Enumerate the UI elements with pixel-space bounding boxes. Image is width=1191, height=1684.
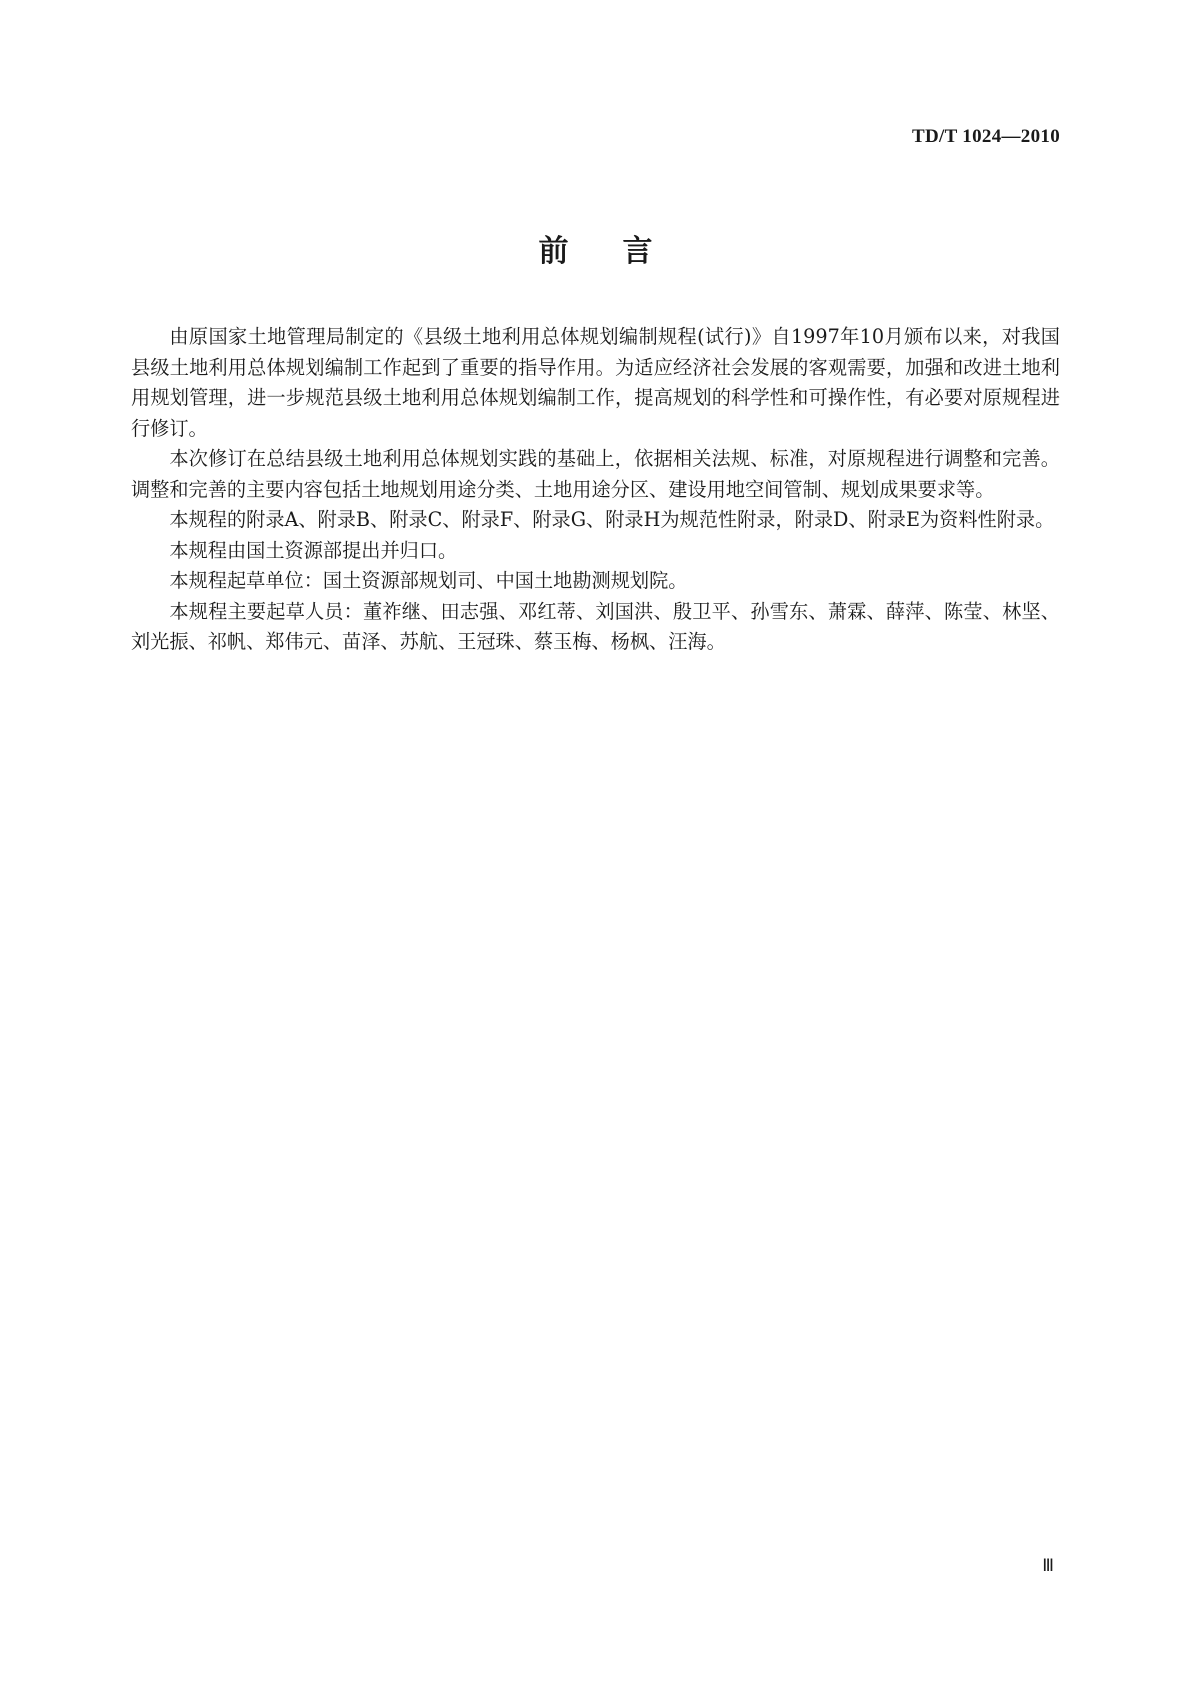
- paragraph-drafting-units: 本规程起草单位：国土资源部规划司、中国土地勘测规划院。: [169, 569, 688, 592]
- paragraph-appendices: 本规程的附录A、附录B、附录C、附录F、附录G、附录H为规范性附录，附录D、附录E为资料性附录。: [169, 508, 1055, 531]
- paragraph-revision-background: 由原国家土地管理局制定的《县级土地利用总体规划编制规程(试行)》自1997年10月颁布以来，对我国县级土地利用总体规划编制工作起到了重要的指导作用。为适应经济社会发展的客观需要，加强和改进土地利用规划管理，进一步规范县级土地利用总体规划编制工作，提高规划的科学性和可操作性，有必要对原规程进行修订。: [131, 325, 1060, 440]
- paragraph-proposer: 本规程由国土资源部提出并归口。: [169, 538, 458, 562]
- standard-code: TD/T 1024—2010: [912, 126, 1060, 147]
- document-body: [131, 322, 1060, 658]
- paragraph-drafters: 本规程主要起草人员：董祚继、田志强、邓红蒂、刘国洪、殷卫平、孙雪东、萧霖、薛萍、陈莹、林坚、刘光振、祁帆、郑伟元、苗泽、苏航、王冠珠、蔡玉梅、杨枫、汪海。: [131, 599, 1060, 653]
- paragraph-revision-content: 本次修订在总结县级土地利用总体规划实践的基础上，依据相关法规、标准，对原规程进行调整和完善。调整和完善的主要内容包括土地规划用途分类、土地用途分区、建设用地空间管制、规划成果要求等。: [131, 447, 1060, 501]
- page-number: Ⅲ: [1042, 1556, 1054, 1575]
- page-title: 前言: [538, 234, 707, 269]
